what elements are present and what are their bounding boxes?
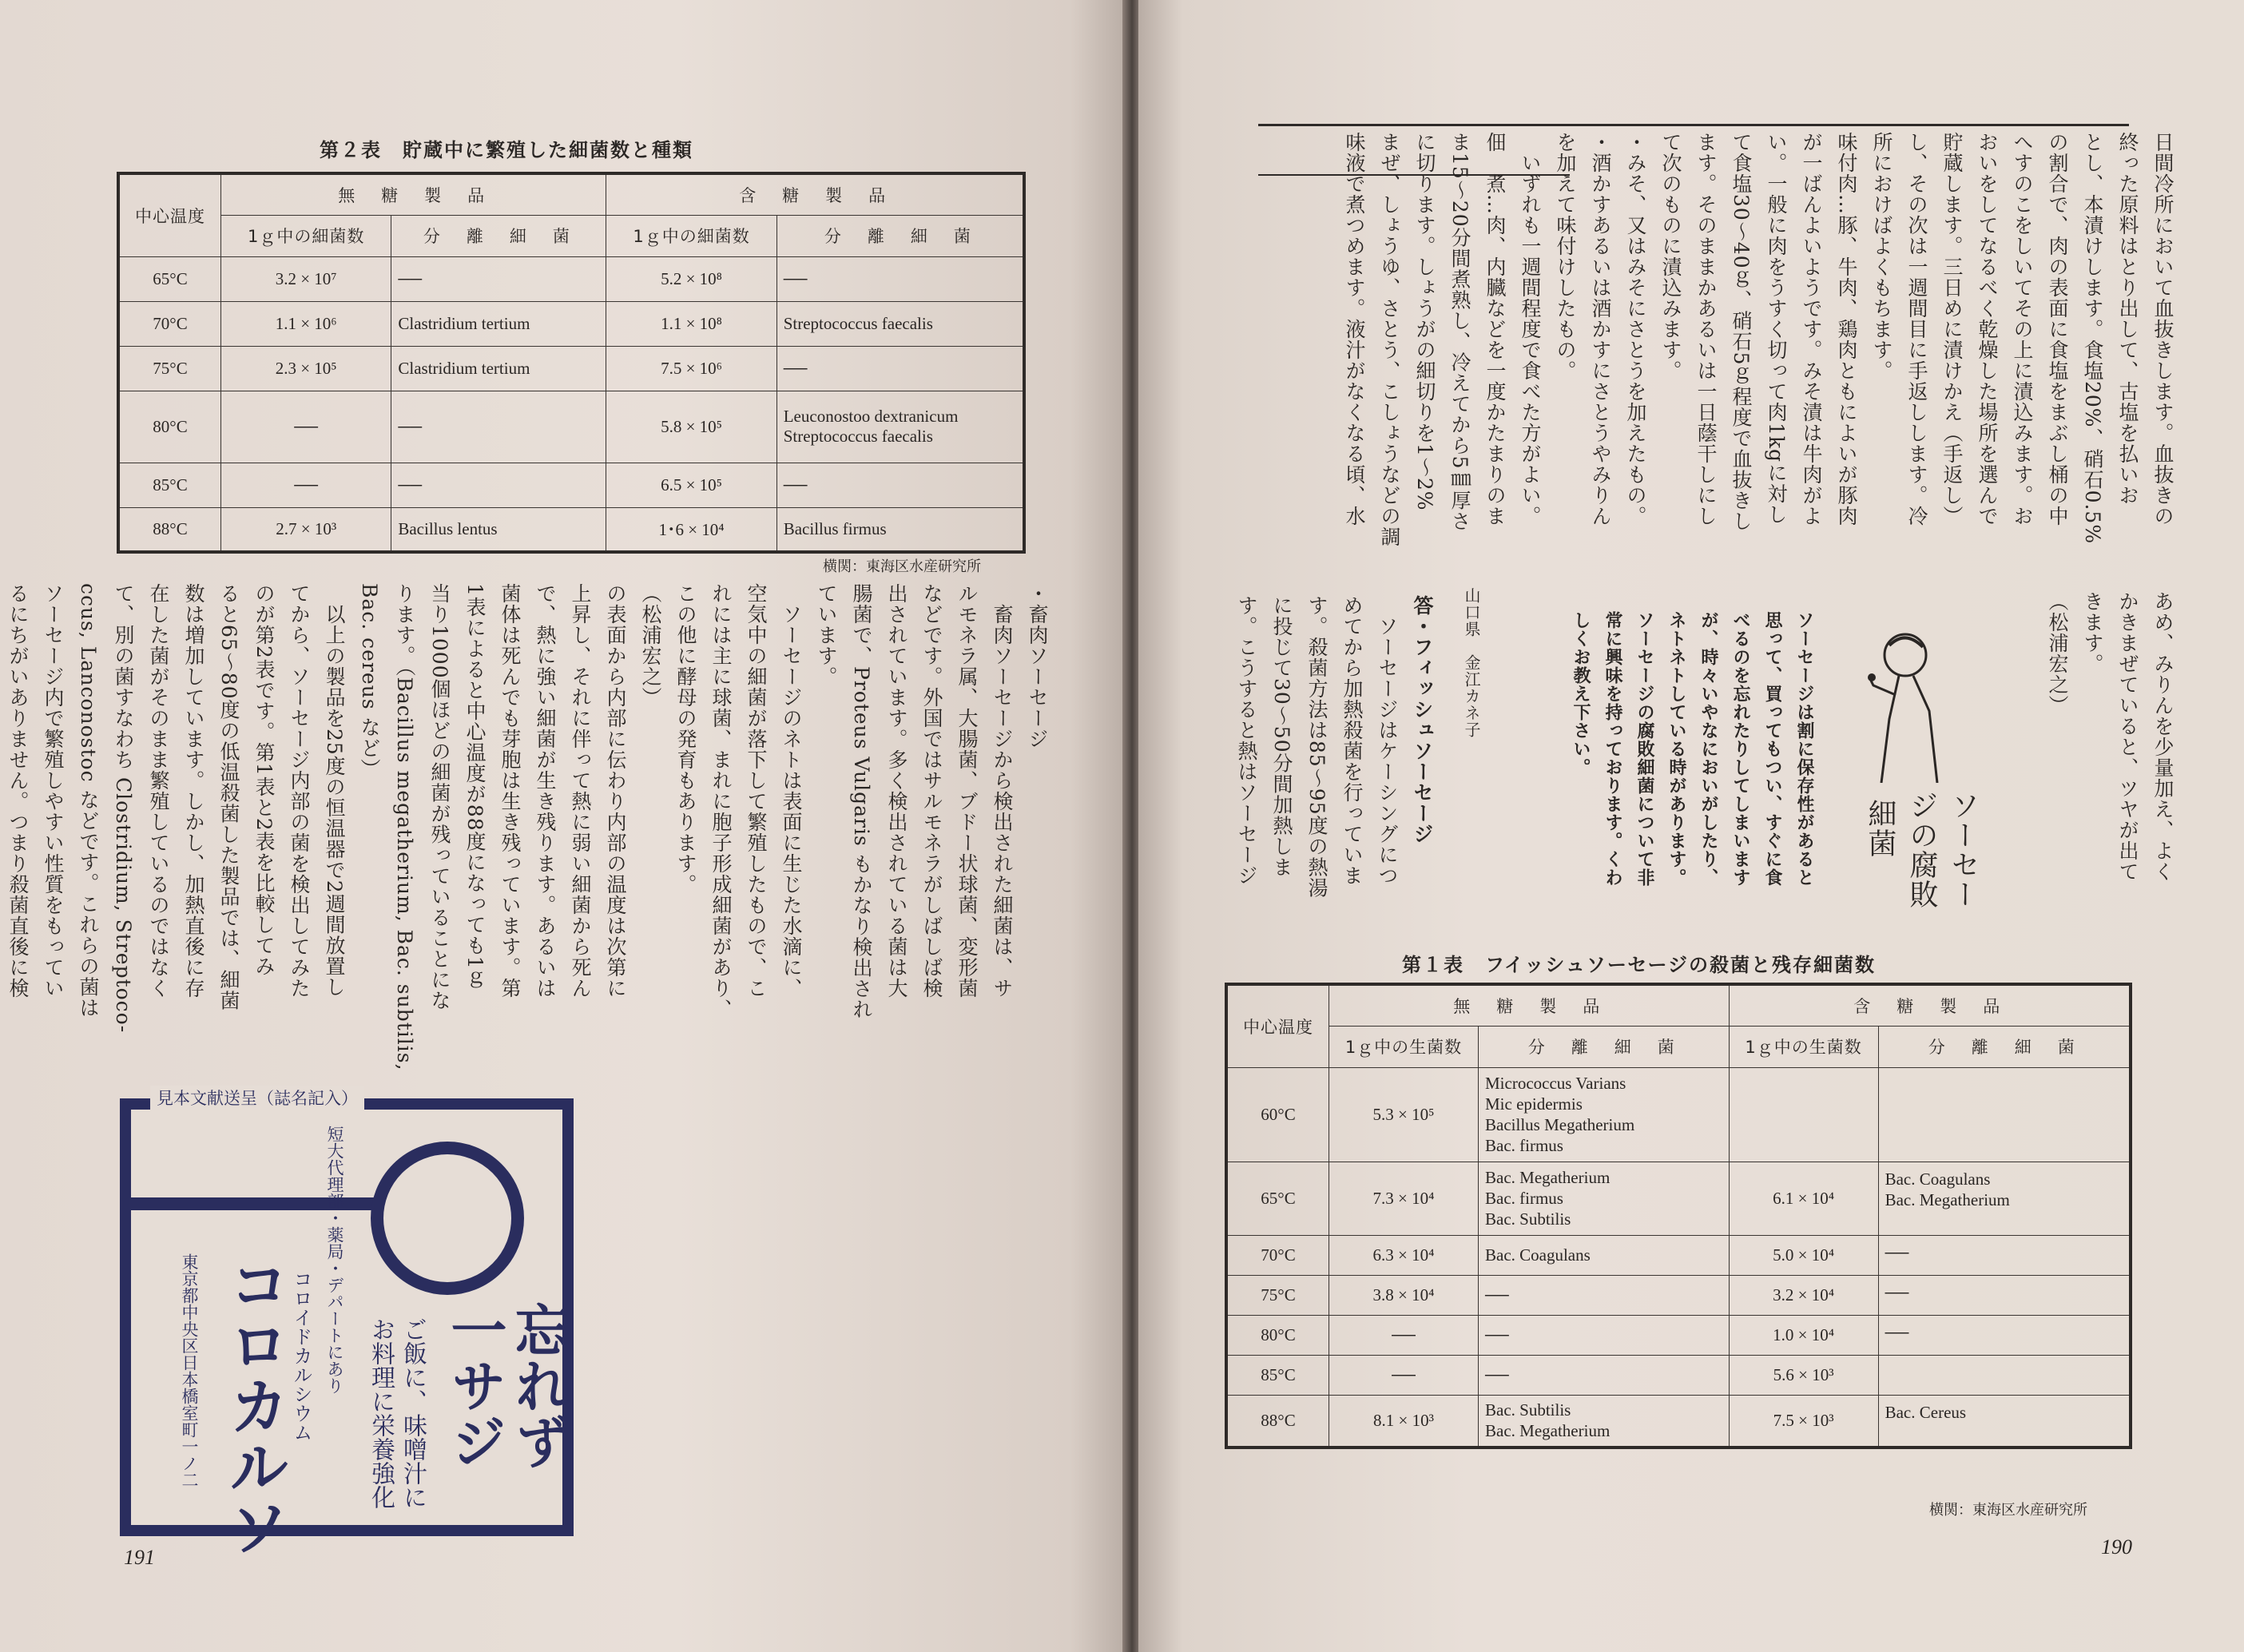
t1-sub-isolated-2: 分 離 細 菌 <box>1878 1026 2131 1067</box>
text-column: おいをしてなるべく乾燥した場所を選んで <box>1976 132 1999 526</box>
t1-ns-bact <box>1479 1235 1730 1275</box>
text-column: 1表によると中心温度が88度になっても1ｇ <box>463 583 487 991</box>
table-row <box>118 463 1024 507</box>
text-column: 上昇し、それに伴って熱に弱い細菌から死ん <box>569 583 592 999</box>
t1-ns-bact-line: Micrococcus Varians <box>1485 1074 1626 1093</box>
text-column: 畜肉ソーセージから検出された細菌は、サ <box>991 583 1014 999</box>
t2-temp: 75°C <box>118 346 221 391</box>
t1-ns-count: ── <box>1329 1355 1479 1395</box>
t1-temp: 85°C <box>1226 1355 1329 1395</box>
t1-sub-count-2: 1ｇ中の生菌数 <box>1729 1026 1878 1067</box>
t1-ns-bact-line: Bac. Megatherium <box>1485 1168 1611 1187</box>
t1-s-bact <box>1878 1395 2131 1447</box>
text-column: 味付肉…豚、牛肉、鶏肉ともによいが豚肉 <box>1835 132 1858 526</box>
table-row <box>118 391 1024 463</box>
ad-agent: 短大代理部・薬局・デパートにあり <box>325 1126 344 1394</box>
ad-headline-1: 忘れず <box>506 1301 572 1469</box>
qa-answer-line: ソーセージはケーシングにつ <box>1376 595 1399 886</box>
advertisement <box>120 1089 574 1557</box>
t1-group-sugar: 含 糖 製 品 <box>1729 984 2131 1026</box>
t2-s-bact <box>776 463 1024 507</box>
text-column: ・酒かすあるいは酒かすにさとうやみりん <box>1589 132 1612 526</box>
t2-group-sugar: 含 糖 製 品 <box>606 173 1024 215</box>
text-column: の割合で、肉の表面に食塩をまぶし桶の中 <box>2046 132 2069 526</box>
t1-sub-isolated: 分 離 細 菌 <box>1479 1026 1730 1067</box>
t1-ns-bact-line: ── <box>1485 1325 1509 1344</box>
t1-s-count: 1.0 × 10⁴ <box>1729 1315 1878 1355</box>
qa-question-line: しくお教え下さい。 <box>1571 611 1591 776</box>
text-column: ると65〜80度の低温殺菌した製品では、細菌 <box>217 583 240 1011</box>
t1-temp: 75°C <box>1226 1275 1329 1315</box>
text-column: て食塩30〜40ｇ、硝石5ｇ程度で血抜きし <box>1730 132 1753 532</box>
qa-question-line: べるのを忘れたりしてしまいます <box>1730 611 1750 887</box>
t2-ns-bact: Bacillus lentus <box>391 507 606 552</box>
text-column: 味液で煮つめます。液汁がなくなる頃、水 <box>1343 132 1366 526</box>
t1-group-no-sugar: 無 糖 製 品 <box>1329 984 1730 1026</box>
t2-s-count: 5.2 × 10⁸ <box>606 256 776 301</box>
qa-title-line: 細菌 <box>1864 799 1896 858</box>
qa-answer-line: 答・フィッシュソーセージ <box>1411 595 1434 844</box>
text-column: 菌体は死んでも芽胞は生き残っています。第 <box>498 583 522 999</box>
t1-ns-bact-line: Bac. firmus <box>1485 1189 1563 1208</box>
page-number-left: 191 <box>124 1546 155 1569</box>
t1-ns-bact-line: ── <box>1485 1365 1509 1384</box>
t2-s-bact <box>776 256 1024 301</box>
t1-s-bact-line: ── <box>1885 1322 1909 1342</box>
t1-temp: 65°C <box>1226 1162 1329 1235</box>
t1-ns-count: 7.3 × 10⁴ <box>1329 1162 1479 1235</box>
t2-ns-count: 2.3 × 10⁵ <box>221 346 391 391</box>
ad-tag: 見本文献送呈（誌名記入） <box>150 1086 364 1110</box>
text-column: かきまぜていると、ツヤが出て <box>2116 591 2139 882</box>
t1-ns-bact <box>1479 1275 1730 1315</box>
text-column: を加えて味付けしたもの。 <box>1554 132 1577 381</box>
text-column: 数は増加しています。しかし、加熱直後に存 <box>182 583 205 999</box>
ad-copy-2: お料理に栄養強化 <box>367 1317 395 1509</box>
qa-answer-line: めてから加熱殺菌を行っていま <box>1340 595 1364 886</box>
t2-temp-header: 中心温度 <box>118 173 221 256</box>
text-column: 出されています。多く検出されている菌は大 <box>885 583 908 999</box>
t1-ns-bact-line: Bac. Subtilis <box>1485 1400 1571 1420</box>
text-column: へすのこをしいてその上に漬込みます。お <box>2011 132 2034 526</box>
text-column: るにちがいありません。つまり殺菌直後に検 <box>6 583 30 999</box>
t2-ns-count: 1.1 × 10⁶ <box>221 301 391 346</box>
table-row <box>1226 1275 2131 1315</box>
t2-s-bact-line: ── <box>783 475 808 494</box>
text-column: ソーセージのネトは表面に生じた水滴に、 <box>780 583 803 999</box>
table-row <box>118 256 1024 301</box>
t1-ns-bact-line: Bac. Coagulans <box>1485 1245 1591 1265</box>
table-row <box>118 346 1024 391</box>
t1-s-bact-line: Bac. Megatherium <box>1885 1189 2010 1209</box>
table-row <box>1226 1235 2131 1275</box>
t2-s-bact-line: ── <box>783 358 808 378</box>
t2-s-bact <box>776 346 1024 391</box>
t1-s-bact-line: Bac. Coagulans <box>1885 1169 1991 1189</box>
t2-s-bact <box>776 301 1024 346</box>
text-column: に切ります。しょうがの細切りを1〜2% <box>1413 132 1436 511</box>
t2-s-bact-line-2: Streptococcus faecalis <box>783 427 933 446</box>
t2-s-bact <box>776 507 1024 552</box>
text-column: 日間冷所において血抜きします。血抜きの <box>2151 132 2174 526</box>
qa-question-line: 思って、買ってもつい、すぐに食 <box>1762 611 1782 887</box>
t1-temp: 60°C <box>1226 1067 1329 1162</box>
text-column: の表面から内部に伝わり内部の温度は次第に <box>604 583 627 999</box>
right-page <box>1138 0 2244 1652</box>
text-column: ます。そのままかあるいは一日蔭干しにし <box>1694 132 1718 526</box>
text-column: ソーセージ内で繁殖しやすい性質をもってい <box>42 583 65 999</box>
t1-ns-bact-line: Bac. firmus <box>1485 1136 1563 1155</box>
t2-s-bact-line: ── <box>783 268 808 288</box>
t2-ns-bact: ── <box>391 256 606 301</box>
qa-answer-line: す。殺菌方法は85〜95度の熱湯 <box>1305 595 1329 899</box>
text-column: ccus, Lanconostoc などです。これらの菌は <box>77 583 100 1019</box>
t2-temp: 85°C <box>118 463 221 507</box>
t1-s-bact <box>1878 1275 2131 1315</box>
table-row <box>118 507 1024 552</box>
t2-s-count: 5.8 × 10⁵ <box>606 391 776 463</box>
t1-s-count: 6.1 × 10⁴ <box>1729 1162 1878 1235</box>
ad-spoon-icon <box>371 1142 524 1295</box>
t1-ns-bact <box>1479 1315 1730 1355</box>
text-column: 終った原料はとり出して、古塩を払いお <box>2116 132 2139 506</box>
t2-ns-bact: Clastridium tertium <box>391 301 606 346</box>
qa-title-line: ジの腐敗 <box>1905 791 1938 909</box>
t2-ns-count: 2.7 × 10³ <box>221 507 391 552</box>
ad-copy-1: ご飯に、味噌汁に <box>399 1317 427 1509</box>
table-row <box>1226 1067 2131 1162</box>
text-column: （松浦宏之） <box>2046 591 2069 716</box>
t2-temp: 80°C <box>118 391 221 463</box>
qa-question-line: ソーセージの腐敗細菌について非 <box>1634 611 1654 887</box>
text-column: 貯蔵します。三日めに漬けかえ（手返し） <box>1940 132 1964 526</box>
t1-ns-bact <box>1479 1395 1730 1447</box>
table-row <box>1226 1162 2131 1235</box>
t1-s-count <box>1729 1067 1878 1162</box>
t2-s-bact <box>776 391 1024 463</box>
text-column: てから、ソーセージ内部の菌を検出してみた <box>288 583 311 999</box>
qa-answer-line: に投じて30〜50分間加熱しま <box>1270 595 1293 878</box>
t2-s-bact-line: Streptococcus faecalis <box>783 313 933 333</box>
t1-ns-count: ── <box>1329 1315 1479 1355</box>
table-row <box>118 301 1024 346</box>
t1-ns-count: 6.3 × 10⁴ <box>1329 1235 1479 1275</box>
t2-s-bact-line: Leuconostoo dextranicum <box>783 407 959 426</box>
qa-asker: 山口県 金江カネ子 <box>1462 587 1481 738</box>
t1-ns-bact <box>1479 1067 1730 1162</box>
text-column: （松浦宏之） <box>639 583 662 708</box>
t2-sub-count-2: 1ｇ中の細菌数 <box>606 215 776 256</box>
t1-s-count: 5.6 × 10³ <box>1729 1355 1878 1395</box>
t2-temp: 65°C <box>118 256 221 301</box>
table2-source: 横関：東海区水産研究所 <box>823 558 981 575</box>
text-column: れには主に球菌、まれに胞子形成細菌があり、 <box>709 583 733 1019</box>
text-column: し、その次は一週間目に手返しします。冷 <box>1905 132 1928 526</box>
t2-ns-count: ── <box>221 463 391 507</box>
table-row <box>1226 1355 2131 1395</box>
text-column: いずれも一週間程度で食べた方がよい。 <box>1519 132 1542 526</box>
text-column: て、別の菌すなわち Clostridium, Streptoco- <box>112 583 135 1034</box>
header-rule <box>1258 124 2129 126</box>
ad-product-sub: コロイドカルシウム <box>290 1269 312 1442</box>
text-column: 空気中の細菌が落下して繁殖したもので、こ <box>745 583 768 999</box>
text-column: い。一般に肉をうすく切って肉1kgに対し <box>1765 132 1788 526</box>
table2 <box>117 172 1026 554</box>
text-column: ・畜肉ソーセージ <box>1026 583 1049 749</box>
ad-address: 東京都中央区日本橋室町一ノ二 <box>180 1253 199 1488</box>
table-row <box>1226 1395 2131 1447</box>
qa-answer-line: す。こうすると熱はソーセージ <box>1235 595 1258 886</box>
t2-temp: 88°C <box>118 507 221 552</box>
t2-s-count: 1･6 × 10⁴ <box>606 507 776 552</box>
table2-caption: 第２表 貯蔵中に繁殖した細菌数と種類 <box>320 139 693 161</box>
text-column: ルモネラ属、大腸菌、ブドー状球菌、変形菌 <box>955 583 979 999</box>
text-column: が一ばんよいようです。みそ漬は牛肉がよ <box>1800 132 1823 526</box>
t1-ns-bact <box>1479 1355 1730 1395</box>
t2-ns-bact: ── <box>391 391 606 463</box>
text-column: 腸菌で、Proteus Vulgaris もかなり検出され <box>850 583 873 1020</box>
t1-ns-count: 8.1 × 10³ <box>1329 1395 1479 1447</box>
qa-question-line: ネトネトしている時があります。 <box>1666 611 1686 887</box>
text-column: この他に酵母の発育もあります。 <box>674 583 697 895</box>
t1-ns-count: 5.3 × 10⁵ <box>1329 1067 1479 1162</box>
t1-ns-bact-line: Bac. Subtilis <box>1485 1209 1571 1229</box>
text-column: 所におけばよくもちます。 <box>1870 132 1893 381</box>
text-column: などです。外国ではサルモネラがしばしば検 <box>920 583 943 999</box>
qa-question-line: が、時々いやなにおいがしたり、 <box>1698 611 1718 887</box>
text-column: のが第2表です。第1表と2表を比較してみ <box>252 583 276 977</box>
table1 <box>1225 983 2132 1449</box>
t2-sub-isolated-2: 分 離 細 菌 <box>776 215 1024 256</box>
woman-illustration-icon <box>1849 623 1969 783</box>
text-column: ています。 <box>815 583 838 687</box>
t1-s-bact-line: Bac. Cereus <box>1885 1402 1967 1422</box>
table1-source: 横関：東海区水産研究所 <box>1929 1502 2087 1519</box>
t1-ns-count: 3.8 × 10⁴ <box>1329 1275 1479 1315</box>
t2-ns-bact: Clastridium tertium <box>391 346 606 391</box>
t1-ns-bact <box>1479 1162 1730 1235</box>
t2-s-count: 6.5 × 10⁵ <box>606 463 776 507</box>
t1-s-bact <box>1878 1235 2131 1275</box>
t2-sub-isolated: 分 離 細 菌 <box>391 215 606 256</box>
t2-ns-bact: ── <box>391 463 606 507</box>
text-column: で、熱に強い細菌が生き残ります。あるいは <box>534 583 557 999</box>
ad-headline-2: 一サジ <box>442 1301 508 1469</box>
text-column: 佃 煮…肉、内臓などを一度かたまりのま <box>1483 132 1507 526</box>
ad-product-name: コロカルソ <box>219 1253 290 1557</box>
qa-question-line: 常に興味を持っております。くわ <box>1603 611 1622 887</box>
t1-s-bact <box>1878 1162 2131 1235</box>
text-column: 在した菌がそのまま繁殖しているのではなく <box>147 583 170 999</box>
text-column: あめ、みりんを少量加え、よく <box>2151 591 2174 882</box>
t2-sub-count: 1ｇ中の細菌数 <box>221 215 391 256</box>
t1-s-count: 7.5 × 10³ <box>1729 1395 1878 1447</box>
text-column: きます。 <box>2081 591 2104 674</box>
t1-ns-bact-line: Mic epidermis <box>1485 1094 1583 1114</box>
page-number-right: 190 <box>2101 1535 2132 1559</box>
text-column: 以上の製品を25度の恒温器で2週間放置し <box>323 583 346 998</box>
t2-group-no-sugar: 無 糖 製 品 <box>221 173 606 215</box>
t1-s-count: 3.2 × 10⁴ <box>1729 1275 1878 1315</box>
text-column: まぜ、しょうゆ、さとう、こしょうなどの調 <box>1378 132 1401 547</box>
t2-ns-count: 3.2 × 10⁷ <box>221 256 391 301</box>
t1-temp: 70°C <box>1226 1235 1329 1275</box>
t2-s-count: 1.1 × 10⁸ <box>606 301 776 346</box>
t1-ns-bact-line: Bacillus Megatherium <box>1485 1115 1635 1134</box>
t1-ns-bact-line: Bac. Megatherium <box>1485 1421 1611 1441</box>
t1-s-bact <box>1878 1067 2131 1162</box>
text-column: 当り1000個ほどの細菌が残っていることにな <box>428 583 451 1011</box>
text-column: て次のものに漬込みます。 <box>1659 132 1682 381</box>
t1-temp: 80°C <box>1226 1315 1329 1355</box>
t1-s-bact <box>1878 1315 2131 1355</box>
t1-s-bact-line: ── <box>1885 1242 1909 1262</box>
t2-s-count: 7.5 × 10⁶ <box>606 346 776 391</box>
text-column: ま15〜20分間煮熟し、冷えてから5㎜厚さ <box>1448 132 1472 532</box>
qa-question-line: ソーセージは割に保存性があると <box>1794 611 1814 887</box>
table1-caption: 第１表 フイッシュソーセージの殺菌と残存細菌数 <box>1402 954 1876 976</box>
t1-s-count: 5.0 × 10⁴ <box>1729 1235 1878 1275</box>
t2-ns-count: ── <box>221 391 391 463</box>
t2-temp: 70°C <box>118 301 221 346</box>
table-row <box>1226 1315 2131 1355</box>
t1-s-bact <box>1878 1355 2131 1395</box>
text-column: とし、本漬けします。食塩20%、硝石0.5% <box>2081 132 2104 545</box>
t1-ns-bact-line: ── <box>1485 1285 1509 1305</box>
text-column: ります。（Bacillus megatherium, Bac. subtilis, <box>393 583 416 1071</box>
qa-title-line: ソーセー <box>1947 791 1980 909</box>
text-column: Bac. cereus など） <box>358 583 381 780</box>
t2-s-bact-line: Bacillus firmus <box>783 518 887 538</box>
text-column: ・みそ、又はみそにさとうを加えたもの。 <box>1624 132 1647 526</box>
t1-temp: 88°C <box>1226 1395 1329 1447</box>
t1-sub-count: 1ｇ中の生菌数 <box>1329 1026 1479 1067</box>
t1-s-bact-line: ── <box>1885 1282 1909 1302</box>
t1-temp-header: 中心温度 <box>1226 984 1329 1067</box>
